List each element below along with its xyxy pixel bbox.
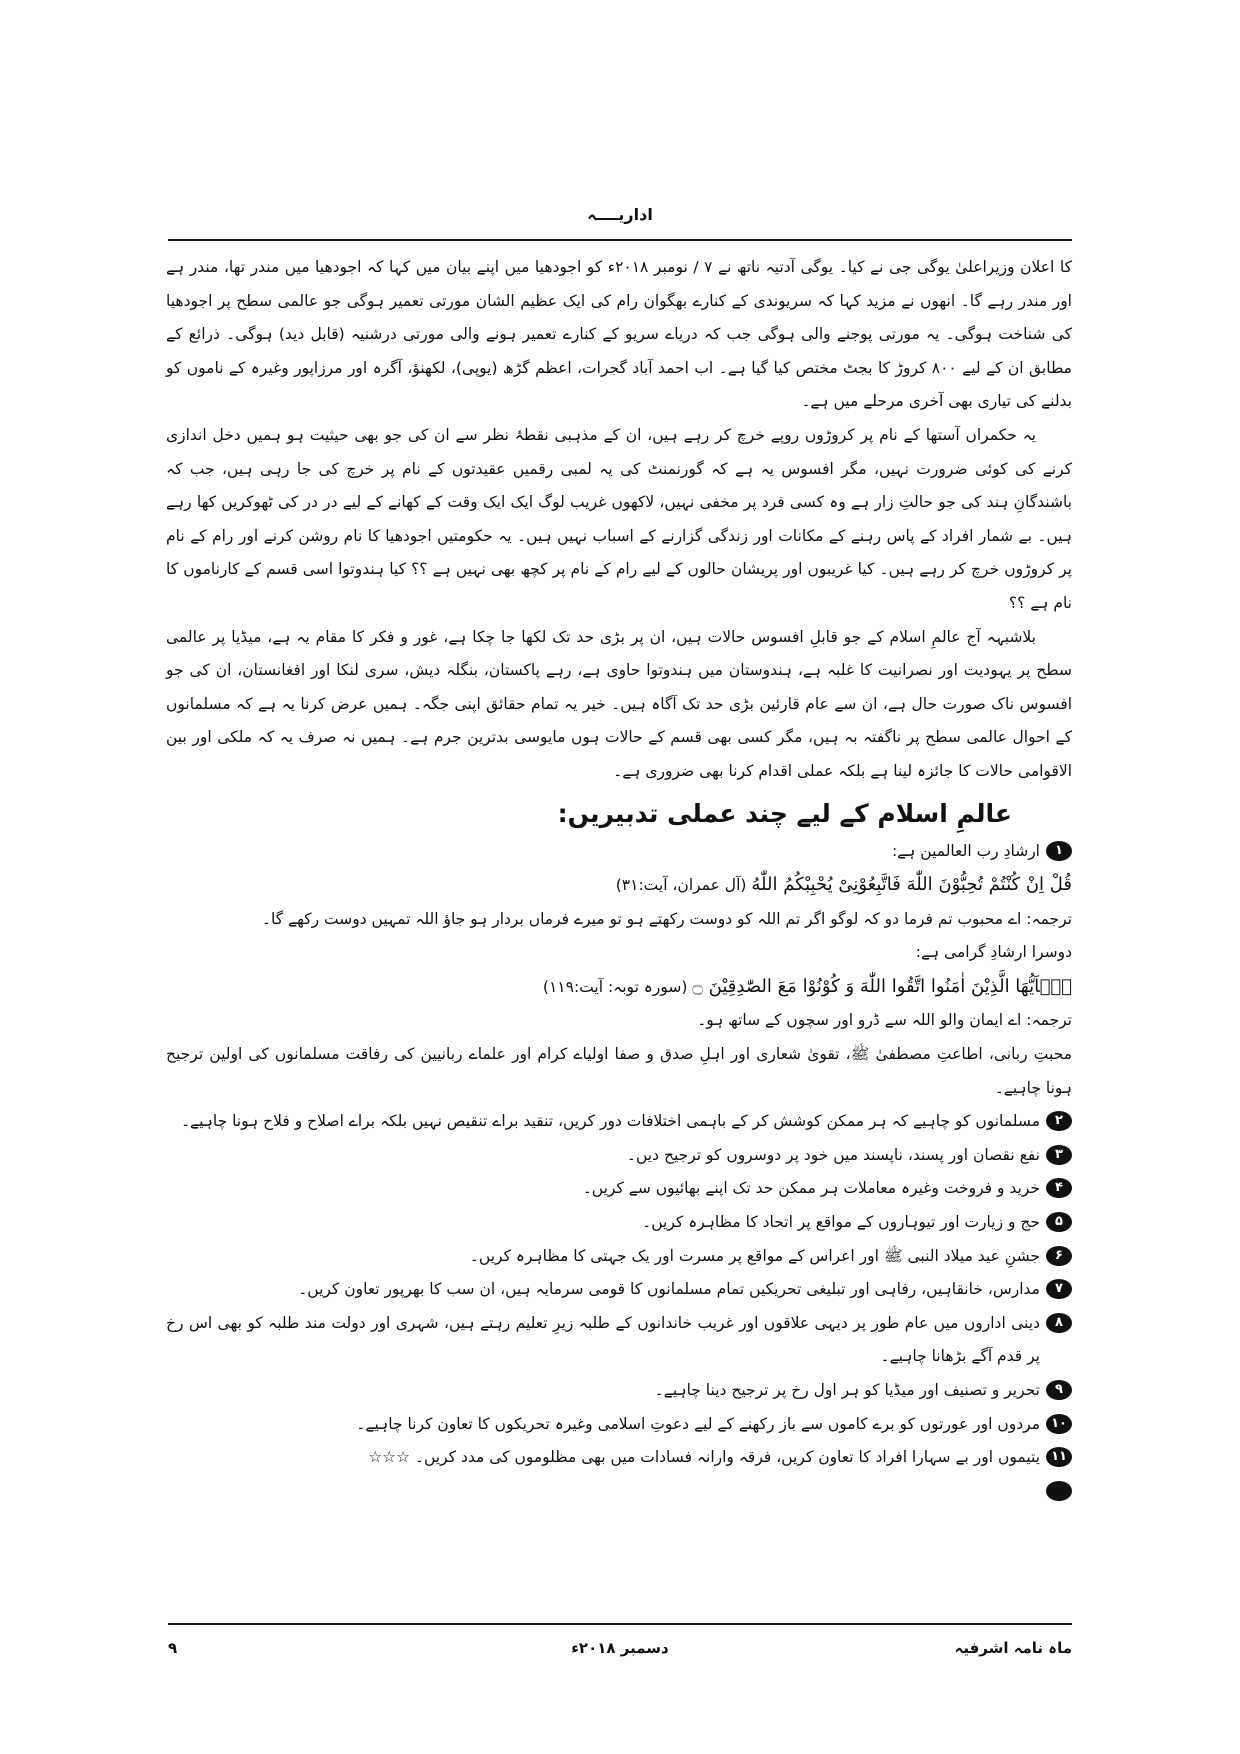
item-text [166,835,1040,869]
list-item [166,1441,1072,1475]
item-number-badge: ۱۱ [1046,1447,1072,1467]
section-heading: عالمِ اسلام کے لیے چند عملی تدبیریں: [557,798,1012,828]
item-number-badge: ۴ [1046,1178,1072,1198]
item-text: مردوں اور عورتوں کو برے کاموں سے باز رکھنے کے لیے دعوتِ اسلامی وغیرہ تحریکوں کا تعاون کرنا چاہیے۔ [356,1414,1040,1433]
page-header-title: اداریــــہ [587,205,653,224]
list-item [166,835,1072,869]
footer-divider [168,1623,1072,1625]
list-item [166,1206,1072,1240]
article-body [166,251,1072,1501]
verse-intro-2: دوسرا ارشادِ گرامی ہے: [915,943,1072,962]
list-item [166,1105,1072,1139]
item-text: دینی اداروں میں عام طور پر دیہی علاقوں اور غریب خاندانوں کے طلبہ زیرِ تعلیم رہتے ہیں، شہری اور دولت مند طلبہ کو بھی اس رخ پر قدم آگے بڑھانا چاہیے۔ [166,1313,1040,1366]
paragraph-1: کا اعلان وزیراعلیٰ یوگی جی نے کیا۔ یوگی آدتیہ ناتھ نے ۷ / نومبر ۲۰۱۸ء کو اجودھیا میں اپنے بیان میں کہا کہ اجودھیا میں مندر تھا، مندر ہے اور مندر رہے گا۔ انھوں نے مزید کہا کہ سریوندی کے کنارے بھگوان رام کی ایک عظیم الشان مورتی تعمیر ہوگی جو عالمی سطح پر اجودھیا کی شناخت ہوگی۔ یہ مورتی پوجنے والی ہوگی جب کہ دریاے سریو کے کنارے تعمیر ہونے والی مورتی درشنیہ (قابل دید) ہوگی۔ ذرائع کے مطابق ان کے لیے ۸۰۰ کروڑ کا بجٹ مختص کیا گیا ہے۔ اب احمد آباد گجرات، اعظم گڑھ (یوپی)، لکھنؤ، آگرہ اور مرزاپور وغیرہ کے ناموں کو بدلنے کی تیاری بھی آخری مرحلے میں ہے۔ [166,258,1072,411]
list-item [166,1475,1072,1501]
footer-magazine-name: ماہ نامہ اشرفیہ [954,1639,1072,1657]
verse-text: قُلْ اِنْ كُنْتُمْ تُحِبُّوْنَ اللّٰهَ فَاتَّبِعُوْنِیْ یُحْبِبْكُمُ اللّٰهُ [751,874,1072,896]
translation-2: ترجمہ: اے ایمان والو اللہ سے ڈرو اور سچوں کے ساتھ ہو۔ [697,1011,1072,1030]
quran-verse-2 [166,970,1072,1005]
item-number-badge: ۷ [1046,1279,1072,1299]
paragraph-2: یہ حکمراں آستھا کے نام پر کروڑوں روپے خرچ کر رہے ہیں، ان کے مذہبی نقطۂ نظر سے ان کی جو بھی حیثیت ہو ہمیں دخل اندازی کرنے کی کوئی ضرورت نہیں، مگر افسوس یہ ہے کہ گورنمنٹ کی یہ لمبی رقمیں عقیدتوں کے نام پر خرچ کی جا رہی ہیں، جب کہ باشندگانِ ہند کی جو حالتِ زار ہے وہ کسی فرد پر مخفی نہیں، لاکھوں غریب لوگ ایک ایک وقت کے کھانے کے لیے در در کی ٹھوکریں کھا رہے ہیں۔ بے شمار افراد کے پاس رہنے کے مکانات اور زندگی گزارنے کے اسباب نہیں ہیں۔ یہ حکومتیں اجودھیا کا نام روشن کرنے اور رام کے نام پر کروڑوں خرچ کر رہے ہیں۔ کیا غریبوں اور پریشان حالوں کے لیے رام کے نام پر کچھ بھی نہیں ہے ؟؟ کیا ہندوتوا اسی قسم کے کارناموں کا نام ہے ؟؟ [166,425,1072,612]
translation-1: ترجمہ: اے محبوب تم فرما دو کہ لوگو اگر تم اللہ کو دوست رکھتے ہو تو میرے فرماں بردار ہو جاؤ اللہ تمہیں دوست رکھے گا۔ [261,909,1072,928]
list-item [166,1307,1072,1374]
item1-conclusion: محبتِ ربانی، اطاعتِ مصطفیٰ ﷺ، تقویٰ شعاری اور اہلِ صدق و صفا اولیاے کرام اور علماے ربانیین کی رفاقت مسلمانوں کی اولین ترجیح ہونا چاہیے۔ [166,1045,1072,1097]
item-number-badge: ۵ [1046,1212,1072,1232]
item-number-badge: ۱ [1046,841,1072,861]
item-text: خرید و فروخت وغیرہ معاملات ہر ممکن حد تک اپنے بھائیوں سے کریں۔ [582,1179,1040,1198]
quran-verse-1 [166,868,1072,903]
item-text: جشنِ عید میلاد النبی ﷺ اور اعراس کے مواقع پر مسرت اور یک جہتی کا مظاہرہ کریں۔ [469,1246,1040,1265]
item-number-badge: ۶ [1046,1246,1072,1266]
item-number-badge: ۸ [1046,1313,1072,1333]
page-footer [168,1639,1072,1669]
footer-issue-date: دسمبر ۲۰۱۸ء [571,1639,669,1657]
item-number-badge: ۲ [1046,1111,1072,1131]
item-number-badge: ۱۰ [1046,1414,1072,1434]
list-item [166,1374,1072,1408]
item-number-badge: ۹ [1046,1380,1072,1400]
item-number-badge [1046,1481,1072,1501]
item-text: مدارس، خانقاہیں، رفاہی اور تبلیغی تحریکیں تمام مسلمانوں کا قومی سرمایہ ہیں، ان سب کا بھرپور تعاون کریں۔ [298,1280,1040,1299]
item-text: یتیموں اور بے سہارا افراد کا تعاون کریں، فرقہ وارانہ فسادات میں بھی مظلوموں کی مدد کریں۔ ☆☆☆ [368,1448,1040,1467]
document-page [168,205,1240,1745]
list-item [166,1139,1072,1173]
item-text: نفع نقصان اور پسند، ناپسند میں خود پر دوسروں کو ترجیح دیں۔ [626,1145,1040,1164]
list-item [166,1172,1072,1206]
verse-text: یٰۤاَیُّهَا الَّذِیْنَ اٰمَنُوا اتَّقُوا اللّٰهَ وَ كُوْنُوْا مَعَ الصّٰدِقِیْنَ ۝ [692,975,1072,997]
item-text: حج و زیارت اور تیوہاروں کے مواقع پر اتحاد کا مظاہرہ کریں۔ [642,1213,1040,1232]
list-item [166,1273,1072,1307]
list-item [166,1240,1072,1274]
list-item [166,1408,1072,1442]
verse-reference: (سورہ توبہ: آیت:۱۱۹) [542,977,688,996]
footer-page-number: ۹ [168,1639,178,1657]
item-number-badge: ۳ [1046,1145,1072,1165]
header-divider [168,239,1072,241]
item-text: تحریر و تصنیف اور میڈیا کو ہر اول رخ پر ترجیح دینا چاہیے۔ [654,1381,1040,1399]
verse-intro: ارشادِ رب العالمین ہے: [891,841,1040,860]
verse-reference: (آل عمران، آیت:۳۱) [615,876,747,895]
item-text: مسلمانوں کو چاہیے کہ ہر ممکن کوشش کر کے باہمی اختلافات دور کریں، تنقید براے تنقیص نہیں بلکہ براے اصلاح و فلاح ہونا چاہیے۔ [180,1112,1040,1131]
paragraph-3: بلاشبہہ آج عالمِ اسلام کے جو قابلِ افسوس حالات ہیں، ان پر بڑی حد تک لکھا جا چکا ہے، غور و فکر کا مقام یہ ہے، میڈیا پر عالمی سطح پر یہودیت اور نصرانیت کا غلبہ ہے، ہندوستان میں ہندوتوا حاوی ہے، رہے پاکستان، بنگلہ دیش، سری لنکا اور افغانستان، ان کی جو افسوس ناک صورت حال ہے، ان سے عام قارئین بڑی حد تک آگاہ ہیں۔ خیر یہ تمام حقائق اپنی جگہ۔ ہمیں عرض کرنا یہ ہے کہ مسلمانوں کے احوال عالمی سطح پر ناگفتہ بہ ہیں، مگر کسی بھی قسم کے حالات ہوں مایوسی بدترین جرم ہے۔ ہمیں نہ صرف یہ کہ ملکی اور بین الاقوامی حالات کا جائزہ لینا ہے بلکہ عملی اقدام کرنا بھی ضروری ہے۔ [166,627,1072,780]
